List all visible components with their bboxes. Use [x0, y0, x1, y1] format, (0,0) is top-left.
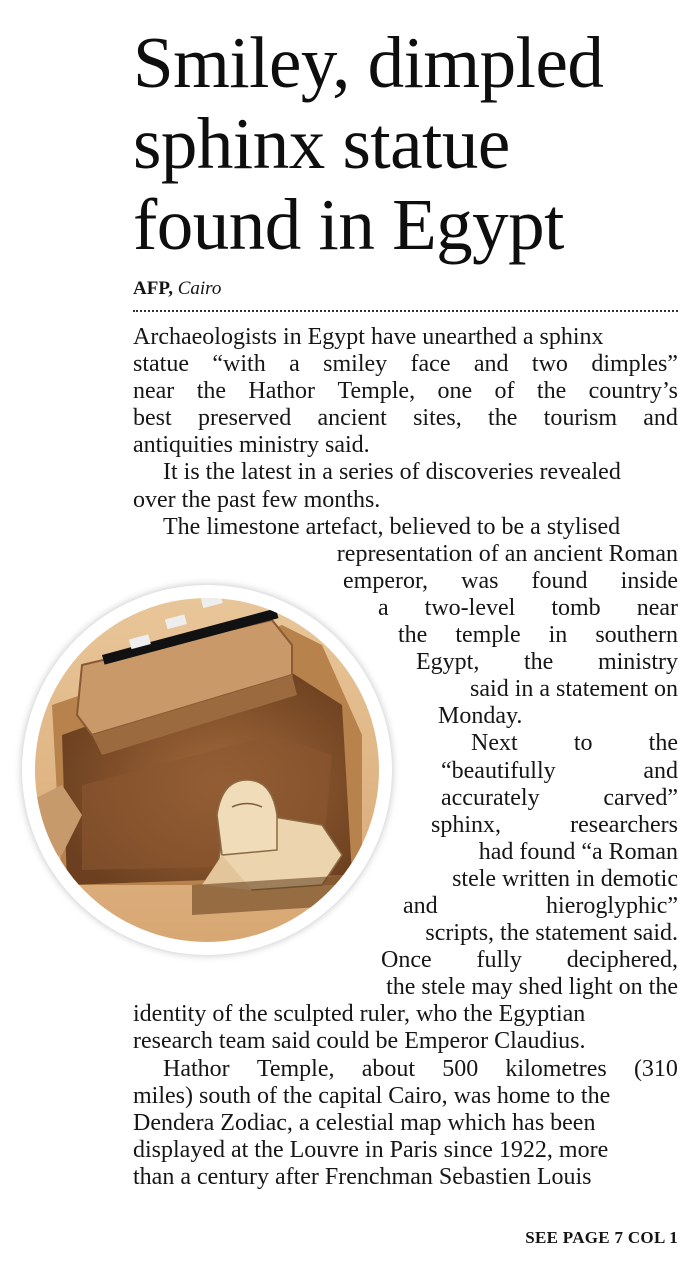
body-word: emperor,	[343, 567, 428, 594]
byline-agency: AFP,	[133, 278, 173, 299]
body-word: accurately	[441, 784, 540, 811]
body-word: and	[473, 351, 509, 378]
body-word: Egypt,	[416, 649, 480, 676]
body-line	[133, 1110, 678, 1137]
body-word: southern	[595, 622, 678, 649]
body-word: near	[636, 594, 678, 621]
headline-line: found in Egypt	[133, 184, 564, 265]
body-word: said in a statement on	[470, 676, 678, 703]
body-word: miles) south of the capital Cairo, was home to the	[133, 1082, 611, 1109]
headline-line: Smiley, dimpled	[133, 22, 604, 103]
body-word: hieroglyphic”	[546, 892, 678, 919]
body-word: the	[196, 378, 227, 405]
body-word: inside	[620, 567, 678, 594]
body-line	[133, 487, 678, 514]
body-word: one	[437, 378, 473, 405]
body-word: antiquities ministry said.	[133, 432, 370, 459]
body-word: deciphered,	[566, 947, 678, 974]
body-line	[133, 1164, 678, 1191]
body-word: to	[573, 730, 593, 757]
body-line	[133, 1137, 678, 1164]
body-word: representation of an ancient Roman	[336, 540, 678, 567]
body-word: temple	[455, 622, 521, 649]
body-word: stele written in demotic	[452, 865, 678, 892]
body-word: and	[643, 405, 678, 432]
sphinx-photo	[22, 585, 392, 955]
body-line	[133, 1001, 678, 1028]
body-word: statue	[133, 351, 189, 378]
body-word: tourism	[543, 405, 617, 432]
body-word: near	[133, 378, 175, 405]
body-word: tomb	[551, 594, 601, 621]
body-word: found	[531, 567, 588, 594]
body-word: carved”	[603, 784, 678, 811]
body-word: a	[378, 594, 389, 621]
body-line	[133, 514, 678, 541]
headline	[133, 22, 683, 265]
body-word: Archaeologists in Egypt have unearthed a sphinx	[133, 324, 604, 350]
body-word: than a century after Frenchman Sebastien Louis	[133, 1163, 592, 1190]
body-word: identity of the sculpted ruler, who the Egyptian	[133, 1001, 586, 1028]
body-word: kilometres	[505, 1055, 607, 1082]
body-line	[133, 459, 678, 486]
body-word: in	[548, 622, 568, 649]
body-word: 500	[442, 1055, 479, 1082]
body-word: the	[523, 649, 554, 676]
body-word: had found “a Roman	[478, 838, 678, 865]
body-word: Temple,	[256, 1055, 335, 1082]
body-word: researchers	[570, 811, 678, 838]
body-word: was	[461, 567, 499, 594]
body-line	[133, 378, 678, 405]
body-word: Temple,	[337, 378, 416, 405]
body-line	[133, 541, 678, 568]
body-word: dimples”	[591, 351, 678, 378]
dotted-divider	[133, 310, 678, 312]
body-word: The limestone artefact, believed to be a stylised	[163, 513, 621, 540]
body-word: Hathor	[163, 1055, 230, 1082]
body-word: of	[494, 378, 515, 405]
body-word: two	[531, 351, 568, 378]
body-word: smiley	[323, 351, 388, 378]
body-word: ministry	[597, 649, 678, 676]
body-word: Dendera Zodiac, a celestial map which has been	[133, 1109, 596, 1136]
body-word: “with	[212, 351, 266, 378]
body-word: the stele may shed light on the	[386, 974, 678, 1001]
byline	[133, 277, 221, 301]
body-word: scripts, the statement said.	[425, 920, 678, 947]
body-word: sphinx,	[431, 811, 502, 838]
body-line	[133, 1083, 678, 1110]
body-line	[133, 1028, 678, 1055]
continuation-note: SEE PAGE 7 COL 1	[525, 1228, 678, 1247]
body-word: country’s	[588, 378, 678, 405]
body-line	[133, 974, 678, 1001]
body-word: “beautifully	[441, 757, 556, 784]
body-word: ancient	[317, 405, 387, 432]
body-word: (310	[633, 1055, 678, 1082]
body-line	[133, 324, 678, 351]
body-word: Monday.	[438, 703, 523, 730]
body-line	[133, 351, 678, 378]
body-word: best	[133, 405, 172, 432]
body-line	[133, 432, 678, 459]
body-word: about	[361, 1055, 416, 1082]
byline-city: Cairo	[177, 278, 222, 299]
body-word: the	[398, 622, 428, 649]
body-line	[133, 1056, 678, 1083]
body-word: sites,	[413, 405, 462, 432]
headline-line: sphinx statue	[133, 103, 510, 184]
body-word: the	[648, 730, 678, 757]
body-word: displayed at the Louvre in Paris since 1922, more	[133, 1136, 609, 1163]
body-word: two-level	[424, 594, 516, 621]
body-word: and	[643, 757, 678, 784]
body-word: fully	[476, 947, 522, 974]
body-word: preserved	[197, 405, 292, 432]
body-word: Hathor	[248, 378, 316, 405]
body-word: the	[536, 378, 567, 405]
body-word: Next	[471, 730, 518, 757]
body-word: It is the latest in a series of discoveries revealed	[163, 459, 621, 486]
body-word: Once	[381, 947, 432, 974]
body-word: a	[289, 351, 300, 378]
body-word: the	[488, 405, 518, 432]
body-word: research team said could be Emperor Claudius.	[133, 1028, 586, 1055]
body-word: over the past few months.	[133, 486, 381, 513]
body-word: and	[403, 892, 438, 919]
body-word: face	[410, 351, 451, 378]
body-line	[133, 405, 678, 432]
